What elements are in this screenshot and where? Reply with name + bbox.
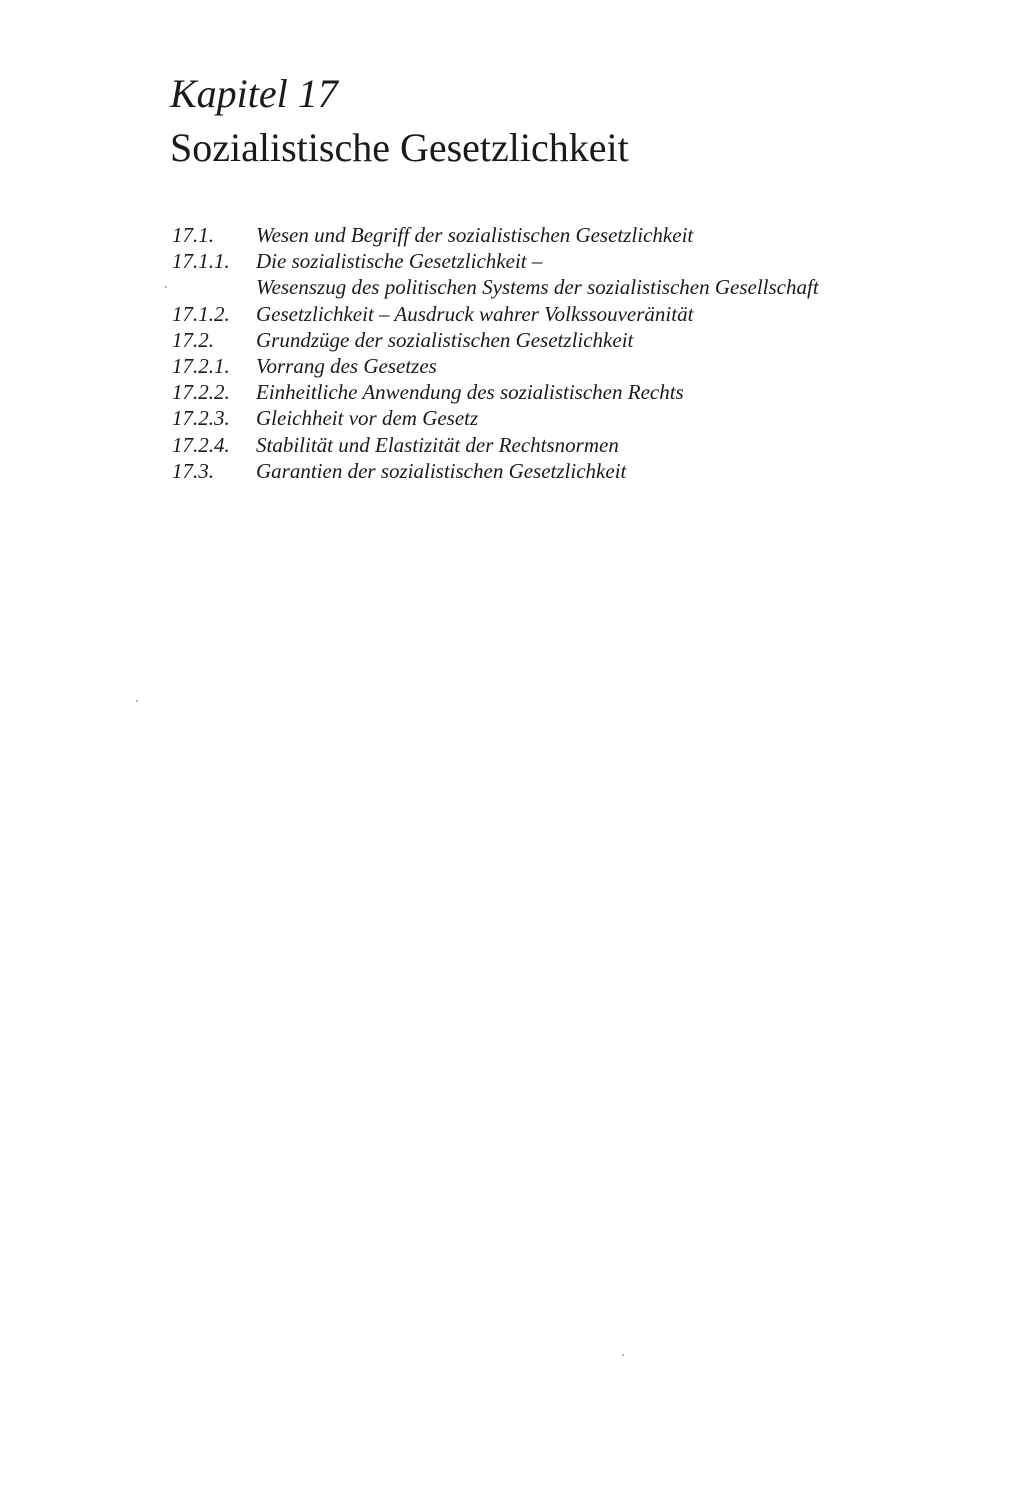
toc-entry-number: 17.2.3. [172, 406, 230, 431]
toc-entry-number: 17.1.1. [172, 249, 230, 274]
toc-entry-title: Wesen und Begriff der sozialistischen Gesetzlichkeit [256, 223, 694, 247]
toc-entry-number: 17.2.4. [172, 432, 230, 457]
toc-entry-number: 17.2.2. [172, 380, 230, 405]
toc-entry-title: Einheitliche Anwendung des sozialistischen Rechts [256, 380, 684, 405]
toc-entry-number: 17.1. [172, 223, 214, 247]
toc-entry-title: Wesenszug des politischen Systems der sozialistischen Gesellschaft [256, 275, 819, 300]
chapter-title: Sozialistische Gesetzlichkeit [170, 125, 629, 170]
table-of-contents [172, 222, 819, 484]
toc-entry-number: 17.1.2. [172, 301, 230, 326]
toc-entry-number: 17.2.1. [172, 353, 230, 378]
chapter-label: Kapitel 17 [170, 71, 338, 116]
toc-entry-title: Grundzüge der sozialistischen Gesetzlichkeit [256, 327, 634, 352]
toc-entry-continuation [172, 274, 819, 300]
toc-entry-title: Stabilität und Elastizität der Rechtsnormen [256, 432, 619, 457]
scan-speck [622, 1354, 624, 1356]
scan-speck [165, 286, 167, 288]
toc-entry [172, 458, 819, 484]
toc-entry [172, 353, 819, 379]
scan-speck [136, 700, 138, 702]
toc-entry [172, 379, 819, 405]
toc-entry-number: 17.2. [172, 327, 214, 352]
toc-entry [172, 248, 819, 274]
toc-entry-number: 17.3. [172, 458, 214, 483]
toc-entry-title: Garantien der sozialistischen Gesetzlichkeit [256, 458, 627, 483]
toc-entry [172, 301, 819, 327]
toc-entry [172, 222, 819, 248]
toc-entry-title: Gesetzlichkeit – Ausdruck wahrer Volkssouveränität [256, 301, 694, 326]
toc-entry-title: Vorrang des Gesetzes [256, 353, 437, 378]
toc-entry [172, 432, 819, 458]
toc-entry [172, 327, 819, 353]
toc-entry-title: Die sozialistische Gesetzlichkeit – [256, 249, 543, 274]
toc-entry-title: Gleichheit vor dem Gesetz [256, 406, 479, 431]
toc-entry [172, 405, 819, 431]
